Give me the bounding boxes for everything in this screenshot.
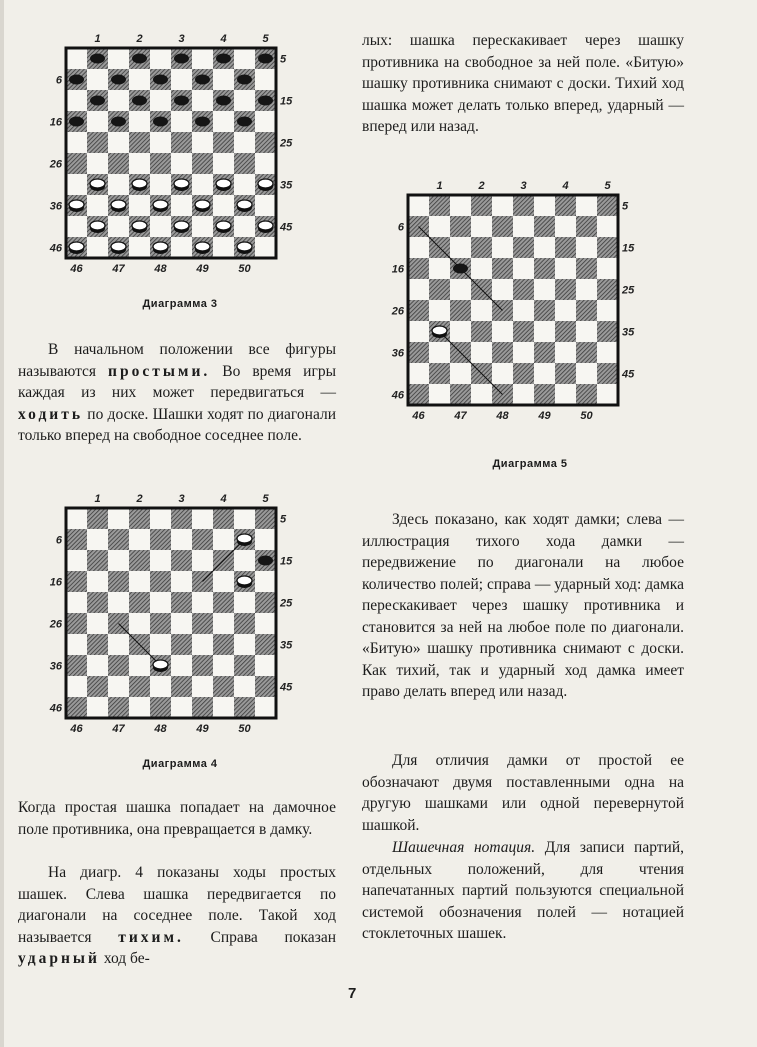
diagram-5-dark-square <box>450 216 471 237</box>
black-piece <box>195 117 210 127</box>
black-piece <box>111 117 126 127</box>
diagram-5-bottom-label: 48 <box>496 410 509 422</box>
diagram-5-dark-square <box>534 216 555 237</box>
promotion-paragraph: Когда простая шашка попадает на дамочное поле противника, она превращается в дамку. <box>18 799 336 838</box>
diagram-4-dark-square <box>108 529 129 550</box>
diagram-3-dark-square <box>234 153 255 174</box>
diagram-5-left-label: 26 <box>391 305 404 318</box>
diagram-3-left-label: 46 <box>49 242 62 255</box>
diagram-5-dark-square <box>534 342 555 363</box>
black-piece <box>237 117 252 127</box>
diagram-4-dark-square <box>129 550 150 571</box>
diagram-4-dark-square <box>150 613 171 634</box>
diagram-5-dark-square <box>492 216 513 237</box>
diagram-4-dark-square <box>171 508 192 529</box>
diagram-5-dark-square <box>597 279 618 300</box>
intro-paragraph: В начальном положении все фигуры называются простыми. Во время игры каждая из них может передвигаться — ходить по доске. Шашки ходят по диагонали только вперед на свободное соседнее поле. <box>18 341 336 444</box>
diagram-3-top-label: 5 <box>262 33 269 45</box>
diagram-5-dark-square <box>408 342 429 363</box>
white-piece <box>111 200 126 209</box>
diagram-4-dark-square <box>234 697 255 718</box>
white-piece <box>237 534 252 543</box>
diagram-5-right-label: 5 <box>622 200 629 213</box>
diagram-5-dark-square <box>408 258 429 279</box>
diagram-5-top-label: 1 <box>436 180 443 192</box>
diagram-3-bottom-label: 49 <box>196 263 209 275</box>
diagram-5-dark-square <box>408 384 429 405</box>
diagram-3-dark-square <box>129 132 150 153</box>
capture-continuation-paragraph: лых: шашка перескакивает через шашку противника на свободное за ней поле. «Битую» шашку противника снимают с доски. Тихий ход шашка может делать только вперед, ударный — вперед или назад. <box>362 32 684 135</box>
diagram-4-dark-square <box>255 634 276 655</box>
diagram-4-bottom-label: 48 <box>154 723 167 735</box>
diagram-4-dark-square <box>129 508 150 529</box>
black-piece <box>132 96 147 106</box>
diagram-4-left-label: 6 <box>55 534 62 547</box>
diagram-3-dark-square <box>87 132 108 153</box>
diagram-5 <box>382 175 642 435</box>
diagram-4-dark-square <box>66 529 87 550</box>
diagram-5-dark-square <box>429 363 450 384</box>
diagram-5-dark-square <box>597 237 618 258</box>
king-mark-paragraph: Для отличия дамки от простой ее обозначают двумя поставленными одна на другую шашками или одной перевернутой шашкой. <box>362 752 684 834</box>
page-number: 7 <box>348 985 357 1002</box>
black-piece <box>153 75 168 85</box>
diagram-4-dark-square <box>255 508 276 529</box>
diagram-4-top-label: 3 <box>178 493 185 505</box>
diagram-4-right-label: 35 <box>280 639 293 652</box>
diagram-4-dark-square <box>87 634 108 655</box>
diagram-4-dark-square <box>171 592 192 613</box>
diagram-4-bottom-label: 49 <box>196 723 209 735</box>
diagram-5-dark-square <box>534 258 555 279</box>
black-piece <box>453 264 468 274</box>
diagram-3-top-label: 2 <box>136 33 143 45</box>
diagram-4-dark-square <box>66 571 87 592</box>
white-piece <box>216 179 231 188</box>
diagram-3-top-label: 1 <box>94 33 101 45</box>
diagram-5-dark-square <box>492 258 513 279</box>
diagram-3-top-label: 3 <box>178 33 185 45</box>
diagram-3-left-label: 26 <box>49 158 62 171</box>
diagram-4-dark-square <box>129 592 150 613</box>
diagram-4-dark-square <box>171 676 192 697</box>
diagram-5-dark-square <box>576 258 597 279</box>
diagram-4-dark-square <box>87 508 108 529</box>
diagram-5-dark-square <box>429 279 450 300</box>
diagram-4-dark-square <box>66 697 87 718</box>
black-piece <box>111 75 126 85</box>
diagram-5-dark-square <box>597 321 618 342</box>
diagram-3-dark-square <box>66 153 87 174</box>
term-simple: простыми. <box>108 362 211 380</box>
diagram-5-dark-square <box>471 195 492 216</box>
diagram-4-dark-square <box>171 634 192 655</box>
black-piece <box>195 75 210 85</box>
notation-heading: Шашечная нотация. <box>392 839 536 856</box>
diagram-4-dark-square <box>108 697 129 718</box>
term-capture: ударный <box>18 950 100 967</box>
diagram-5-right-label: 45 <box>622 368 635 381</box>
diagram-4-board <box>40 488 300 748</box>
term-quiet: тихим. <box>118 928 184 946</box>
diagram-5-caption: Диаграмма 5 <box>492 458 568 470</box>
diagram-5-dark-square <box>513 321 534 342</box>
white-piece <box>69 242 84 251</box>
diagram-4-caption: Диаграмма 4 <box>142 758 218 770</box>
diagram-5-dark-square <box>555 237 576 258</box>
diagram-3-dark-square <box>171 132 192 153</box>
diagram-5-board <box>382 175 642 435</box>
white-piece <box>132 179 147 188</box>
diagram-5-dark-square <box>513 279 534 300</box>
diagram-3 <box>40 28 300 288</box>
diagram-5-bottom-label: 47 <box>454 410 467 422</box>
diagram-5-top-label: 2 <box>478 180 485 192</box>
white-piece <box>153 242 168 251</box>
diagram-3-left-label: 16 <box>49 116 62 129</box>
diagram-5-dark-square <box>513 363 534 384</box>
diagram-5-dark-square <box>513 195 534 216</box>
diagram-3-bottom-label: 48 <box>154 263 167 275</box>
diagram-4-right-label: 5 <box>280 513 287 526</box>
black-piece <box>258 556 273 566</box>
diagram-4-right-label: 25 <box>280 597 293 610</box>
diagram-3-bottom-label: 46 <box>70 263 83 275</box>
diagram-5-dark-square <box>555 363 576 384</box>
diagram-5-dark-square <box>429 195 450 216</box>
white-piece <box>258 221 273 230</box>
diagram-3-dark-square <box>150 153 171 174</box>
diagram-4-dark-square <box>234 655 255 676</box>
white-piece <box>258 179 273 188</box>
diagram-4-bottom-label: 46 <box>70 723 83 735</box>
diagram-4 <box>40 488 300 748</box>
diagram-4-left-label: 36 <box>49 660 62 673</box>
diagram-5-dark-square <box>471 237 492 258</box>
diagram-4-dark-square <box>213 676 234 697</box>
diagram-5-right-label: 35 <box>622 326 635 339</box>
diagram-3-caption: Диаграмма 3 <box>142 298 218 310</box>
diagram-5-dark-square <box>555 321 576 342</box>
diagram-4-bottom-label: 50 <box>238 723 251 735</box>
diagram-3-dark-square <box>192 153 213 174</box>
diagram-4-dark-square <box>255 676 276 697</box>
page-edge <box>0 0 4 1047</box>
diagram-4-top-label: 2 <box>136 493 143 505</box>
diagram-5-bottom-label: 50 <box>580 410 593 422</box>
diagram-4-dark-square <box>129 676 150 697</box>
white-piece <box>237 200 252 209</box>
black-piece <box>258 54 273 64</box>
white-piece <box>432 326 447 335</box>
king-moves-paragraph: Здесь показано, как ходят дамки; слева — иллюстрация тихого хода дамки — передвижение по диагонали на любое количество полей; справа — ударный ход: дамка перескакивает через шашку противника и становится за ней на любое поле по диагонали. «Битую» шашку противника снимают с доски. Как тихий, так и ударный ход дамка имеет право делать вперед или назад. <box>362 511 684 700</box>
white-piece <box>195 242 210 251</box>
diagram-5-dark-square <box>555 195 576 216</box>
diagram-3-top-label: 4 <box>220 33 227 45</box>
black-piece <box>174 96 189 106</box>
diagram-4-dark-square <box>150 571 171 592</box>
black-piece <box>216 96 231 106</box>
diagram-5-dark-square <box>471 321 492 342</box>
diagram-3-left-label: 6 <box>55 74 62 87</box>
diagram-5-right-label: 15 <box>622 242 635 255</box>
diagram-5-dark-square <box>408 300 429 321</box>
diagram-5-dark-square <box>597 195 618 216</box>
black-piece <box>90 54 105 64</box>
diagram-5-dark-square <box>450 384 471 405</box>
diagram-5-left-label: 36 <box>391 347 404 360</box>
diagram-5-dark-square <box>576 300 597 321</box>
diagram-3-bottom-label: 47 <box>112 263 125 275</box>
diagram-4-dark-square <box>108 571 129 592</box>
diagram-4-paragraph: На диагр. 4 показаны ходы простых шашек. Слева шашка передвигается по диагонали на соседнее поле. Такой ход называется тихим. Справа показан ударный ход бе- <box>18 864 336 967</box>
diagram-5-dark-square <box>576 342 597 363</box>
diagram-5-top-label: 5 <box>604 180 611 192</box>
diagram-4-dark-square <box>213 634 234 655</box>
white-piece <box>69 200 84 209</box>
diagram-3-bottom-label: 50 <box>238 263 251 275</box>
diagram-3-left-label: 36 <box>49 200 62 213</box>
diagram-3-board <box>40 28 300 288</box>
white-piece <box>90 179 105 188</box>
diagram-4-dark-square <box>150 697 171 718</box>
black-piece <box>132 54 147 64</box>
diagram-5-left-label: 16 <box>391 263 404 276</box>
diagram-4-dark-square <box>255 592 276 613</box>
diagram-5-top-label: 3 <box>520 180 527 192</box>
diagram-4-dark-square <box>66 655 87 676</box>
diagram-4-dark-square <box>192 655 213 676</box>
diagram-5-dark-square <box>576 384 597 405</box>
diagram-4-left-label: 16 <box>49 576 62 589</box>
diagram-3-right-label: 25 <box>280 137 293 150</box>
black-piece <box>153 117 168 127</box>
white-piece <box>237 242 252 251</box>
diagram-4-dark-square <box>87 592 108 613</box>
white-piece <box>195 200 210 209</box>
black-piece <box>216 54 231 64</box>
diagram-3-right-label: 35 <box>280 179 293 192</box>
diagram-4-dark-square <box>192 697 213 718</box>
diagram-4-dark-square <box>108 655 129 676</box>
black-piece <box>237 75 252 85</box>
black-piece <box>90 96 105 106</box>
white-piece <box>237 576 252 585</box>
diagram-4-dark-square <box>171 550 192 571</box>
diagram-4-top-label: 5 <box>262 493 269 505</box>
diagram-3-right-label: 15 <box>280 95 293 108</box>
diagram-4-left-label: 46 <box>49 702 62 715</box>
diagram-5-dark-square <box>534 300 555 321</box>
diagram-5-dark-square <box>513 237 534 258</box>
diagram-5-top-label: 4 <box>562 180 569 192</box>
black-piece <box>174 54 189 64</box>
diagram-4-dark-square <box>192 613 213 634</box>
white-piece <box>132 221 147 230</box>
diagram-3-right-label: 5 <box>280 53 287 66</box>
diagram-5-dark-square <box>555 279 576 300</box>
diagram-3-dark-square <box>255 132 276 153</box>
diagram-5-dark-square <box>492 342 513 363</box>
diagram-5-left-label: 6 <box>397 221 404 234</box>
diagram-4-bottom-label: 47 <box>112 723 125 735</box>
diagram-4-dark-square <box>150 529 171 550</box>
diagram-4-dark-square <box>213 592 234 613</box>
diagram-4-left-label: 26 <box>49 618 62 631</box>
diagram-4-right-label: 45 <box>280 681 293 694</box>
black-piece <box>69 117 84 127</box>
white-piece <box>153 200 168 209</box>
white-piece <box>111 242 126 251</box>
diagram-4-dark-square <box>213 508 234 529</box>
diagram-4-top-label: 1 <box>94 493 101 505</box>
diagram-4-dark-square <box>66 613 87 634</box>
diagram-5-left-label: 46 <box>391 389 404 402</box>
diagram-4-dark-square <box>192 529 213 550</box>
diagram-3-dark-square <box>108 153 129 174</box>
diagram-3-dark-square <box>213 132 234 153</box>
notation-paragraph: Шашечная нотация. Для записи партий, отдельных положений, для чтения напечатанных партий пользуются специальной системой обозначения полей — нотацией стоклеточных шашек. <box>362 839 684 942</box>
black-piece <box>69 75 84 85</box>
black-piece <box>258 96 273 106</box>
diagram-5-right-label: 25 <box>622 284 635 297</box>
diagram-5-bottom-label: 49 <box>538 410 551 422</box>
diagram-5-dark-square <box>534 384 555 405</box>
white-piece <box>174 221 189 230</box>
diagram-4-dark-square <box>234 613 255 634</box>
diagram-4-dark-square <box>87 676 108 697</box>
diagram-4-top-label: 4 <box>220 493 227 505</box>
diagram-4-right-label: 15 <box>280 555 293 568</box>
diagram-5-bottom-label: 46 <box>412 410 425 422</box>
diagram-5-dark-square <box>597 363 618 384</box>
white-piece <box>174 179 189 188</box>
diagram-5-dark-square <box>576 216 597 237</box>
term-move: ходить <box>18 405 84 423</box>
white-piece <box>216 221 231 230</box>
white-piece <box>90 221 105 230</box>
diagram-3-right-label: 45 <box>280 221 293 234</box>
diagram-5-dark-square <box>450 300 471 321</box>
diagram-4-dark-square <box>87 550 108 571</box>
white-piece <box>153 660 168 669</box>
